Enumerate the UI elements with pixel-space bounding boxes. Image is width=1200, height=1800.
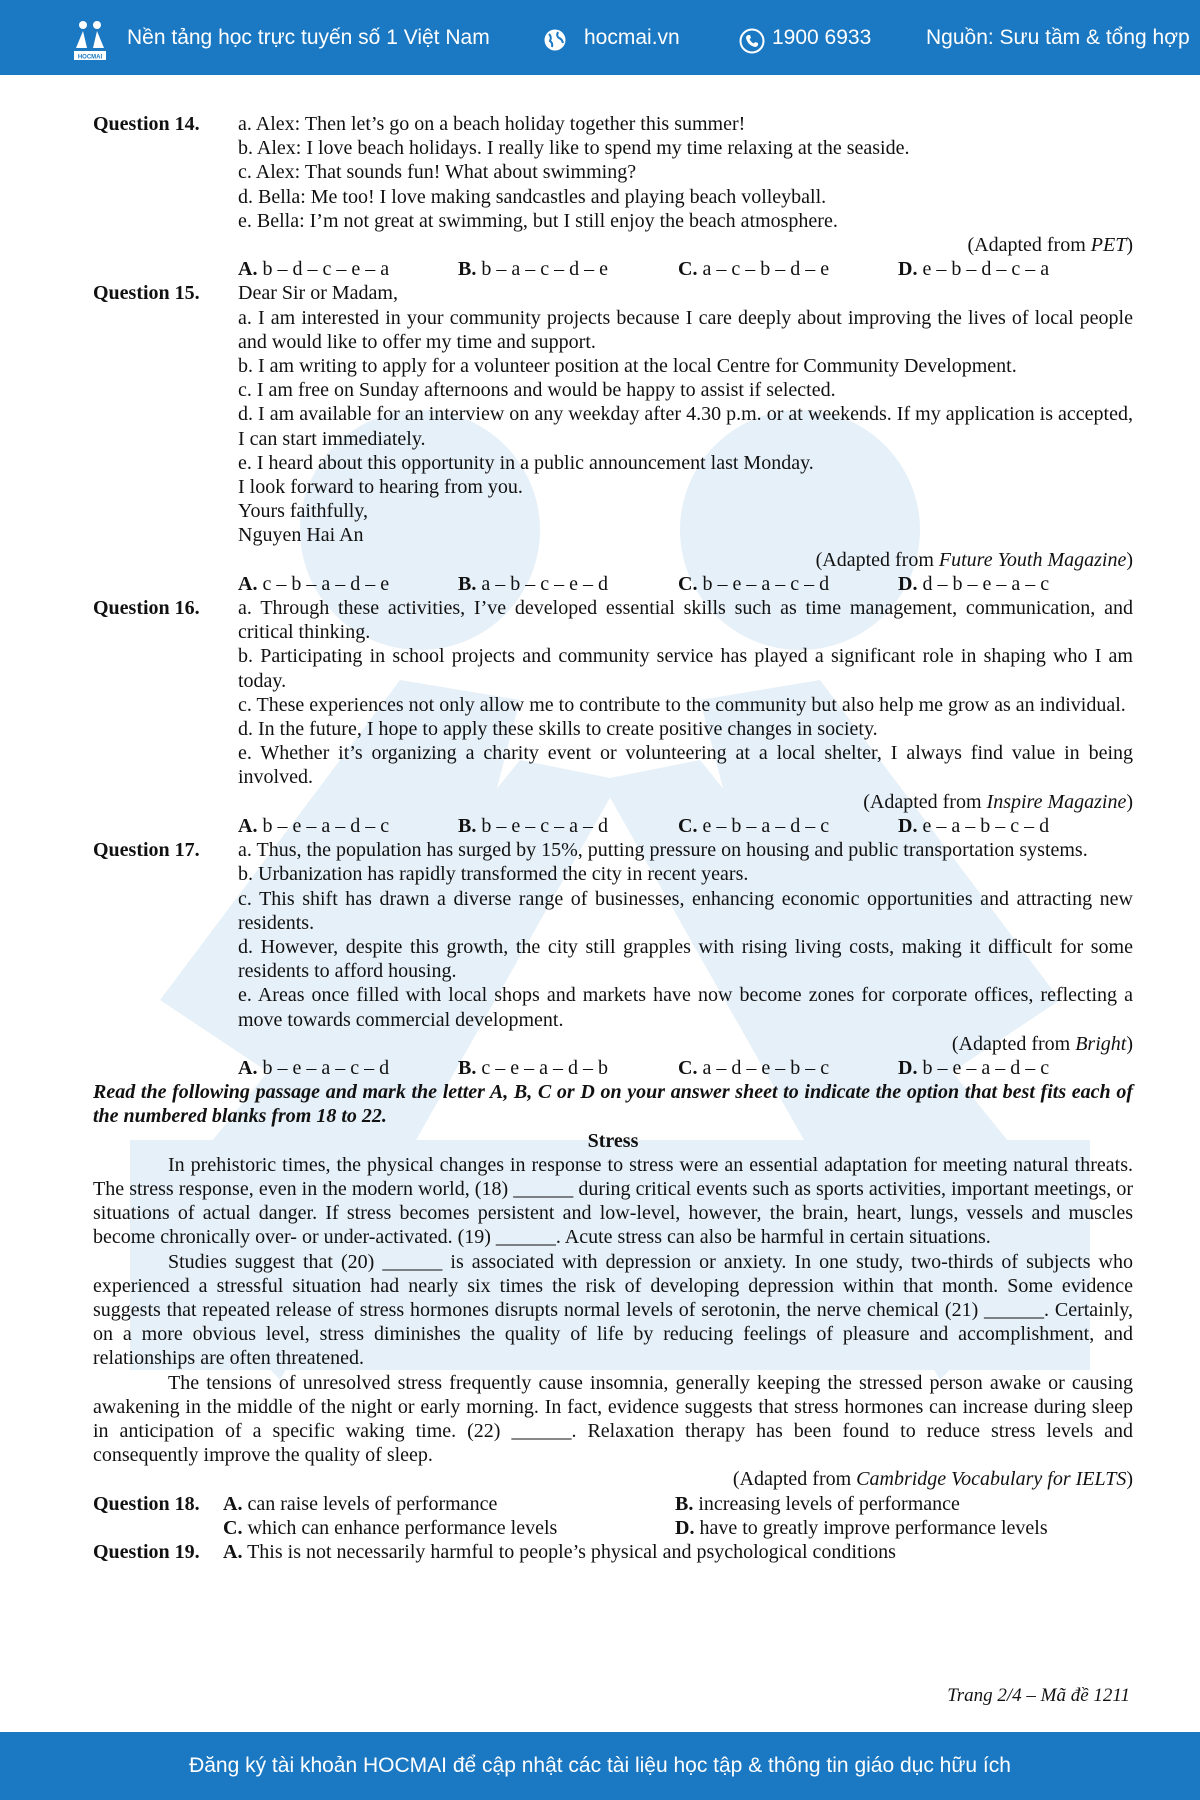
option-c[interactable]: C. e – b – a – d – c (678, 814, 830, 837)
sentence-e: e. Areas once filled with local shops and markets have now become zones for corporate offices, reflecting a move towards commercial development. (238, 984, 1133, 1031)
sentence-d: d. However, despite this growth, the city still grapples with rising living costs, making it difficult for some residents to afford housing. (238, 935, 1133, 983)
sentence-b: b. I am writing to apply for a volunteer position at the local Centre for Community Development. (238, 355, 1017, 378)
passage-paragraph-1: In prehistoric times, the physical changes in response to stress were an essential adaptation for meeting natural threats. The stress response, even in the modern world, (18) ______ during critical events such as sports activities, important meetings, or situations of actual danger. If stress becomes persistent and low-level, however, the brain, heart, lungs, vessels and muscles become chronically over- or under-activated. (19) ______. Acute stress can also be harmful in certain situations. (93, 1153, 1133, 1249)
sentence-a: a. Alex: Then let’s go on a beach holiday together this summer! (238, 113, 746, 135)
header-bar (0, 0, 1200, 75)
sentence-e: e. Whether it’s organizing a charity event or volunteering at a local shelter, I always find value in being involved. (238, 742, 1133, 789)
logo-text: HOCMAI (77, 54, 103, 61)
letter-signoff: Yours faithfully, (238, 500, 369, 523)
option-c[interactable]: C. a – d – e – b – c (678, 1056, 830, 1079)
hotline[interactable]: 1900 6933 (772, 26, 872, 49)
source-credit: (Adapted from Cambridge Vocabulary for IELTS) (732, 1468, 1133, 1491)
page-content (93, 112, 1133, 1564)
website-link[interactable]: hocmai.vn (584, 26, 680, 49)
letter-closing: I look forward to hearing from you. (238, 476, 523, 499)
question-19 (93, 1540, 1133, 1564)
option-a[interactable]: A. b – e – a – c – d (238, 1056, 390, 1079)
answer-options (238, 1056, 1133, 1080)
passage-title: Stress (587, 1129, 639, 1152)
sentence-c: c. These experiences not only allow me to contribute to the community but also help me grow as an individual. (238, 693, 1126, 716)
sentence-a: a. I am interested in your community projects because I care deeply about improving the lives of local people and would like to offer my time and support. (238, 306, 1133, 353)
answer-options (238, 572, 1133, 596)
option-a[interactable]: A. can raise levels of performance (223, 1492, 498, 1515)
sentence-c: c. Alex: That sounds fun! What about swimming? (238, 161, 637, 184)
sentence-c: c. This shift has drawn a diverse range of businesses, enhancing economic opportunities and attracting new residents. (238, 887, 1133, 934)
option-d[interactable]: D. have to greatly improve performance levels (675, 1516, 1048, 1539)
option-d[interactable]: D. e – a – b – c – d (898, 814, 1050, 837)
question-14 (93, 112, 1133, 281)
option-c[interactable]: C. b – e – a – c – d (678, 572, 830, 595)
hocmai-logo (72, 18, 108, 62)
question-number: Question 15. (93, 282, 200, 305)
slogan: Nền tảng học trực tuyến số 1 Việt Nam (127, 26, 490, 49)
sentence-a: a. Through these activities, I’ve developed essential skills such as time management, communication, and critical thinking. (238, 597, 1133, 644)
option-b[interactable]: B. b – e – c – a – d (458, 814, 608, 837)
option-b[interactable]: B. c – e – a – d – b (458, 1056, 608, 1079)
option-a[interactable]: A. b – d – c – e – a (238, 258, 390, 281)
source-credit: (Adapted from Inspire Magazine) (863, 790, 1133, 813)
option-c[interactable]: C. which can enhance performance levels (223, 1516, 558, 1539)
option-a[interactable]: A. b – e – a – d – c (238, 814, 390, 837)
section-instruction: Read the following passage and mark the letter A, B, C or D on your answer sheet to indicate the option that best fits each of the numbered blanks from 18 to 22. (93, 1081, 1133, 1128)
option-b[interactable]: B. increasing levels of performance (675, 1492, 960, 1515)
sentence-b: b. Alex: I love beach holidays. I really like to spend my time relaxing at the seaside. (238, 137, 910, 160)
source-credit: (Adapted from Bright) (951, 1032, 1133, 1055)
option-d[interactable]: D. d – b – e – a – c (898, 572, 1050, 595)
answer-options (238, 257, 1133, 281)
passage-paragraph-2: Studies suggest that (20) ______ is associated with depression or anxiety. In one study, two-thirds of subjects who experienced a stressful situation had nearly six times the risk of developing depression within that month. Some evidence suggests that repeated release of stress hormones disrupts normal levels of serotonin, the nerve chemical (21) ______. Certainly, on a more obvious level, stress diminishes the quality of life by reducing feelings of pleasure and accomplishment, and relationships are often threatened. (93, 1250, 1133, 1370)
letter-signature: Nguyen Hai An (238, 524, 364, 547)
sentence-d: d. In the future, I hope to apply these skills to create positive changes in society. (238, 718, 878, 741)
question-number: Question 16. (93, 597, 200, 620)
sentence-d: d. Bella: Me too! I love making sandcastles and playing beach volleyball. (238, 185, 827, 208)
sentence-b: b. Participating in school projects and community service has played a significant role in shaping who I am today. (238, 645, 1133, 692)
question-number: Question 18. (93, 1492, 200, 1515)
question-number: Question 19. (93, 1540, 200, 1563)
sentence-e: e. Bella: I’m not great at swimming, but I still enjoy the beach atmosphere. (238, 209, 838, 232)
sentence-e: e. I heard about this opportunity in a public announcement last Monday. (238, 451, 814, 474)
source-credit: (Adapted from PET) (967, 234, 1133, 257)
question-17 (93, 838, 1133, 1080)
option-d[interactable]: D. e – b – d – c – a (898, 258, 1050, 281)
question-15 (93, 281, 1133, 596)
phone-icon (739, 28, 765, 54)
option-b[interactable]: B. b – a – c – d – e (458, 258, 608, 281)
letter-greeting: Dear Sir or Madam, (238, 282, 398, 305)
answer-options (238, 814, 1133, 838)
option-b[interactable]: B. a – b – c – e – d (458, 572, 608, 595)
option-c[interactable]: C. a – c – b – d – e (678, 258, 830, 281)
globe-icon (543, 28, 567, 52)
footer-banner[interactable]: Đăng ký tài khoản HOCMAI để cập nhật các tài liệu học tập & thông tin giáo dục hữu ích (0, 1732, 1200, 1800)
option-a[interactable]: A. This is not necessarily harmful to people’s physical and psychological conditions (223, 1540, 896, 1563)
option-a[interactable]: A. c – b – a – d – e (238, 572, 390, 595)
source-credit: (Adapted from Future Youth Magazine) (815, 548, 1133, 571)
page-number: Trang 2/4 – Mã đề 1211 (947, 1685, 1130, 1706)
question-18 (93, 1492, 1133, 1540)
question-number: Question 17. (93, 839, 200, 862)
passage-paragraph-3: The tensions of unresolved stress frequently cause insomnia, generally keeping the stressed person awake or causing awakening in the middle of the night or early morning. In fact, evidence suggests that stress hormones can increase during sleep in anticipation of a specific waking time. (22) ______. Relaxation therapy has been found to reduce stress levels and consequently improve the quality of sleep. (93, 1371, 1133, 1467)
option-d[interactable]: D. b – e – a – d – c (898, 1056, 1050, 1079)
question-16 (93, 596, 1133, 838)
sentence-d: d. I am available for an interview on any weekday after 4.30 p.m. or at weekends. If my application is accepted, I can start immediately. (238, 403, 1133, 450)
source-note: Nguồn: Sưu tầm & tổng hợp (926, 26, 1190, 49)
sentence-c: c. I am free on Sunday afternoons and would be happy to assist if selected. (238, 379, 836, 402)
sentence-b: b. Urbanization has rapidly transformed the city in recent years. (238, 863, 749, 886)
sentence-a: a. Thus, the population has surged by 15%, putting pressure on housing and public transportation systems. (238, 839, 1088, 862)
question-number: Question 14. (93, 113, 200, 135)
